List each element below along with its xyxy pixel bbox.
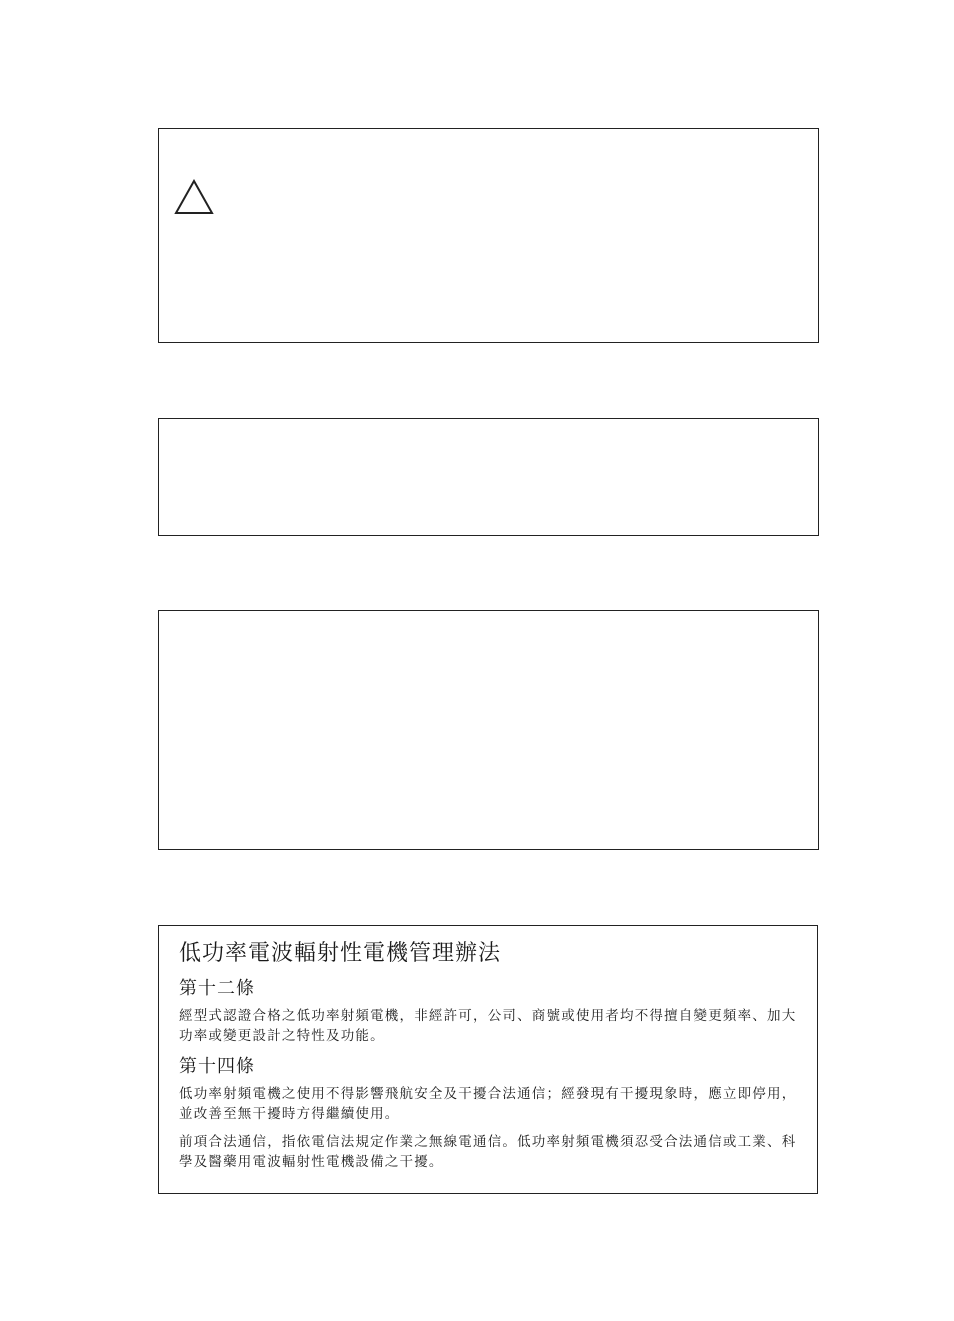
warning-triangle-icon bbox=[174, 179, 214, 215]
regulation-title: 低功率電波輻射性電機管理辦法 bbox=[179, 941, 502, 966]
notice-box bbox=[158, 418, 819, 536]
regulation-box bbox=[158, 925, 818, 1194]
article-14-heading: 第十四條 bbox=[179, 1056, 255, 1077]
caution-box bbox=[158, 128, 819, 343]
article-14-paragraph-1: 低功率射頻電機之使用不得影響飛航安全及干擾合法通信；經發現有干擾現象時，應立即停用，並改善至無干擾時方得繼續使用。 bbox=[179, 1086, 797, 1122]
article-14-paragraph-2: 前項合法通信，指依電信法規定作業之無線電通信。低功率射頻電機須忍受合法通信或工業、科學及醫藥用電波輻射性電機設備之干擾。 bbox=[179, 1134, 797, 1170]
regulation-content bbox=[179, 938, 801, 1172]
article-12-heading: 第十二條 bbox=[179, 978, 255, 999]
article-12-paragraph: 經型式認證合格之低功率射頻電機，非經許可，公司、商號或使用者均不得擅自變更頻率、加大功率或變更設計之特性及功能。 bbox=[179, 1008, 797, 1044]
warning-triangle-icon-graphic bbox=[174, 179, 214, 215]
statement-box bbox=[158, 610, 819, 850]
